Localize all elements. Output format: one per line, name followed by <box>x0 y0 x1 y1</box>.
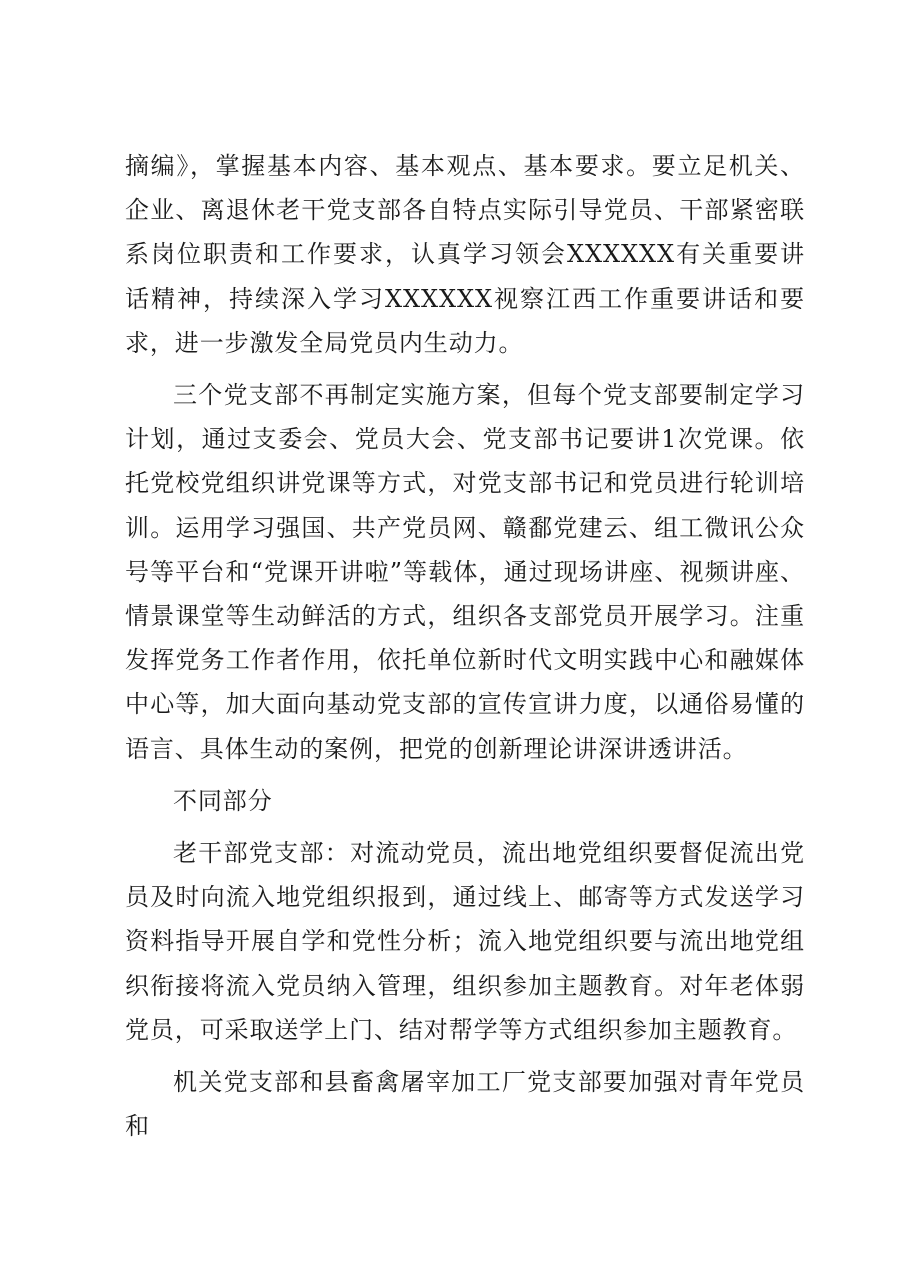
paragraph-gap <box>125 823 805 831</box>
paragraph-1: 摘编》，掌握基本内容、基本观点、基本要求。要立足机关、企业、离退休老干党支部各自特点实际引导党员、干部紧密联系岗位职责和工作要求，认真学习领会XXXXXX有关重要讲话精神，持续深入学习XXXXXX视察江西工作重要讲话和要求，进一步激发全局党员内生动力。 <box>125 152 805 357</box>
document-body <box>125 144 805 1148</box>
paragraph-gap <box>125 365 805 373</box>
paragraph-gap <box>125 771 805 779</box>
section-heading: 不同部分 <box>173 786 273 815</box>
paragraph-2: 三个党支部不再制定实施方案，但每个党支部要制定学习计划，通过支委会、党员大会、党支部书记要讲1次党课。依托党校党组织讲党课等方式，对党支部书记和党员进行轮训培训。运用学习强国、共产党员网、赣鄱党建云、组工微讯公众号等平台和“党课开讲啦”等载体，通过现场讲座、视频讲座、情景课堂等生动鲜活的方式，组织各支部党员开展学习。注重发挥党务工作者作用，依托单位新时代文明实践中心和融媒体中心等，加大面向基动党支部的宣传宣讲力度，以通俗易懂的语言、具体生动的案例，把党的创新理论讲深讲透讲活。 <box>125 381 805 763</box>
paragraph-gap <box>125 1052 805 1060</box>
paragraph-5: 机关党支部和县畜禽屠宰加工厂党支部要加强对青年党员和 <box>125 1068 805 1141</box>
paragraph-4: 老干部党支部：对流动党员，流出地党组织要督促流出党员及时向流入地党组织报到，通过线上、邮寄等方式发送学习资料指导开展自学和党性分析；流入地党组织要与流出地党组织衔接将流入党员纳入管理，组织参加主题教育。对年老体弱党员，可采取送学上门、结对帮学等方式组织参加主题教育。 <box>125 839 805 1044</box>
